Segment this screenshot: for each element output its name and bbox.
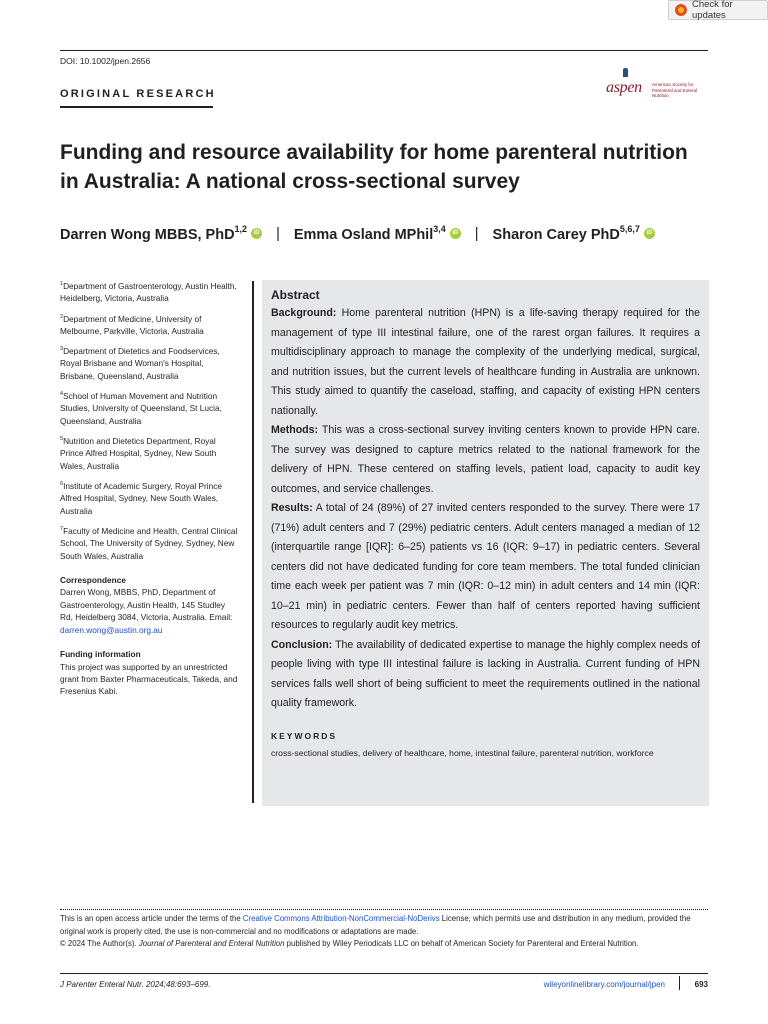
logo-subtitle-line2: Parenteral and Enteral Nutrition bbox=[652, 87, 698, 98]
funding-text: This project was supported by an unrestricted grant from Baxter Pharmaceuticals, Takeda, and Fresenius Kabi. bbox=[60, 661, 238, 697]
logo-subtitle bbox=[652, 82, 710, 99]
abstract-box bbox=[262, 280, 709, 806]
journal-citation: J Parenter Enteral Nutr. 2024;48:693–699. bbox=[60, 980, 211, 989]
top-rule bbox=[60, 50, 708, 51]
abstract-section-label: Conclusion: bbox=[271, 638, 333, 651]
author bbox=[60, 225, 247, 243]
abstract-background bbox=[271, 304, 700, 421]
license-text bbox=[60, 913, 709, 951]
abstract-section-text: A total of 24 (89%) of 27 invited centers responded to the survey. There were 17 (71%) adult centers and 7 (29%) pediatric centers. Adult centers managed a median of 12 (interquartile range [IQR]: 6–25) patients vs 16 (IQR: 9–17) in pediatric centers. Several centers did not have dedicated funding for core team members. The total funded clinician time each week per patient was 7 min (IQR: 0–12 min) in adult centers and 14 min (IQR: 10–21 min) in pediatric centers. Fewer than half of centers reported having sufficient resources to regularly audit key metrics. bbox=[271, 502, 701, 631]
author bbox=[294, 225, 446, 243]
copyright-pre: © 2024 The Author(s). bbox=[60, 939, 139, 949]
email-link[interactable]: darren.wong@austin.org.au bbox=[60, 624, 163, 635]
logo-mark-icon bbox=[623, 68, 628, 77]
affiliation-number: 2 bbox=[60, 313, 64, 320]
logo-subtitle-line1: American Society for bbox=[652, 82, 694, 87]
logo-word: aspen bbox=[606, 79, 642, 96]
abstract-section-text: Home parenteral nutrition (HPN) is a life-saving therapy required for the management of type III intestinal failure, one of the rarest organ failures. It requires a multidisciplinary approach to manage the complexity of the underlying medical, surgical, and nutrition issues, but the current levels of healthcare funding in Australia are unknown. This study aimed to quantify the caseload, staffing, and capacity of existing HPN centers nationally. bbox=[271, 307, 700, 417]
journal-name: Journal of Parenteral and Enteral Nutrition bbox=[138, 939, 285, 949]
funding-heading: Funding information bbox=[60, 649, 141, 660]
affiliation-number: 3 bbox=[60, 346, 64, 353]
check-updates-label: Check for updates bbox=[692, 0, 733, 21]
abstract-methods bbox=[271, 421, 700, 499]
affiliation bbox=[60, 433, 240, 472]
affiliation-number: 7 bbox=[60, 526, 64, 533]
orcid-icon[interactable]: iD bbox=[251, 228, 262, 239]
affiliation bbox=[60, 388, 240, 427]
orcid-icon[interactable]: iD bbox=[644, 228, 655, 239]
footer-divider bbox=[679, 976, 680, 990]
affiliation bbox=[60, 523, 240, 562]
affiliation bbox=[60, 478, 240, 517]
author-name: Emma Osland MPhil bbox=[293, 226, 434, 243]
column-divider bbox=[252, 281, 254, 803]
left-column bbox=[60, 278, 240, 698]
abstract-section-text: This was a cross-sectional survey inviting centers known to provide HPN care. The survey was designed to capture metrics related to the national framework for the delivery of HPN. These centered on staffing levels, patient load, capacity to audit key outcomes, and service challenges. bbox=[271, 424, 700, 495]
email-label: Email: bbox=[209, 612, 233, 623]
author-name: Sharon Carey PhD bbox=[492, 226, 620, 243]
affiliation-number: 6 bbox=[60, 481, 64, 488]
copyright-post: published by Wiley Periodicals LLC on behalf of American Society for Parenteral and Enteral Nutrition. bbox=[284, 939, 639, 949]
affiliation-text: Department of Medicine, University of Melbourne, Parkville, Victoria, Australia bbox=[60, 313, 204, 336]
affiliation-text: Nutrition and Dietetics Department, Royal Prince Alfred Hospital, Sydney, New South Wales, Australia bbox=[60, 435, 217, 471]
page-number: 693 bbox=[694, 980, 708, 989]
author-separator: | bbox=[276, 225, 280, 242]
footer-rule bbox=[60, 973, 708, 974]
article-title: Funding and resource availability for home parenteral nutrition in Australia: A national cross-sectional survey bbox=[60, 141, 688, 193]
affiliation-text: Department of Dietetics and Foodservices, Royal Brisbane and Woman's Hospital, Brisbane, Queensland, Australia bbox=[60, 345, 220, 381]
affiliation bbox=[60, 311, 240, 338]
abstract-section-label: Background: bbox=[271, 307, 337, 319]
affiliation-text: Department of Gastroenterology, Austin Health, Heidelberg, Victoria, Australia bbox=[60, 280, 237, 304]
orcid-icon[interactable]: iD bbox=[450, 228, 461, 239]
license-link[interactable]: Creative Commons Attribution-NonCommercial-NoDerivs bbox=[242, 914, 440, 923]
affiliation bbox=[60, 278, 240, 305]
correspondence-address: Darren Wong, MBBS, PhD, Department of Gastroenterology, Austin Health, 145 Studley Rd, Heidelberg 3084, Victoria, Australia. bbox=[60, 587, 225, 623]
abstract-conclusion bbox=[271, 636, 700, 714]
affiliation-number: 1 bbox=[60, 281, 64, 287]
keywords-text: cross-sectional studies, delivery of healthcare, home, intestinal failure, parenteral nutrition, workforce bbox=[271, 747, 654, 758]
author-name: Darren Wong MBBS, PhD bbox=[60, 226, 235, 243]
affiliation-text: Faculty of Medicine and Health, Central Clinical School, The University of Sydney, Sydney, New South Wales, Australia bbox=[60, 525, 238, 561]
section-label: ORIGINAL RESEARCH bbox=[60, 88, 216, 100]
affiliation-text: Institute of Academic Surgery, Royal Prince Alfred Hospital, Sydney, New South Wales, Australia bbox=[60, 480, 223, 516]
author-affiliation-sup: 5,6,7 bbox=[619, 224, 640, 234]
keywords-heading: KEYWORDS bbox=[271, 730, 338, 741]
affiliation bbox=[60, 343, 240, 382]
affiliation-text: School of Human Movement and Nutrition Studies, University of Queensland, St Lucia, Queensland, Australia bbox=[60, 390, 222, 426]
crossmark-icon bbox=[675, 4, 687, 16]
correspondence-text bbox=[60, 586, 240, 636]
abstract-heading: Abstract bbox=[271, 288, 320, 302]
author-separator: | bbox=[474, 225, 479, 242]
author-list bbox=[60, 225, 655, 243]
abstract-results bbox=[271, 499, 700, 636]
check-for-updates-button[interactable] bbox=[668, 0, 768, 20]
author bbox=[493, 225, 640, 243]
abstract-section-label: Results: bbox=[271, 502, 313, 514]
license-divider bbox=[60, 909, 708, 910]
journal-url-link[interactable]: wileyonlinelibrary.com/journal/jpen bbox=[543, 980, 665, 989]
author-affiliation-sup: 3,4 bbox=[433, 224, 446, 234]
correspondence-heading: Correspondence bbox=[60, 575, 126, 586]
abstract-section-label: Methods: bbox=[271, 424, 319, 436]
author-affiliation-sup: 1,2 bbox=[234, 224, 248, 234]
doi: DOI: 10.1002/jpen.2656 bbox=[60, 56, 151, 66]
abstract-section-text: The availability of dedicated expertise to manage the highly complex needs of people living with type III intestinal failure is lacking in Australia. Current funding of HPN services falls well short of being sufficient to meet the requirements outlined in the national quality framework. bbox=[271, 638, 700, 709]
license-pre: This is an open access article under the terms of the bbox=[60, 914, 243, 923]
aspen-logo bbox=[606, 68, 710, 100]
section-underline bbox=[60, 106, 213, 108]
affiliation-number: 4 bbox=[60, 391, 64, 398]
affiliation-number: 5 bbox=[60, 436, 64, 443]
license-post: License, which permits use and distribution in any medium, provided the original work is properly cited, the use is non-commercial and no modifications or adaptations are made. bbox=[60, 914, 691, 936]
